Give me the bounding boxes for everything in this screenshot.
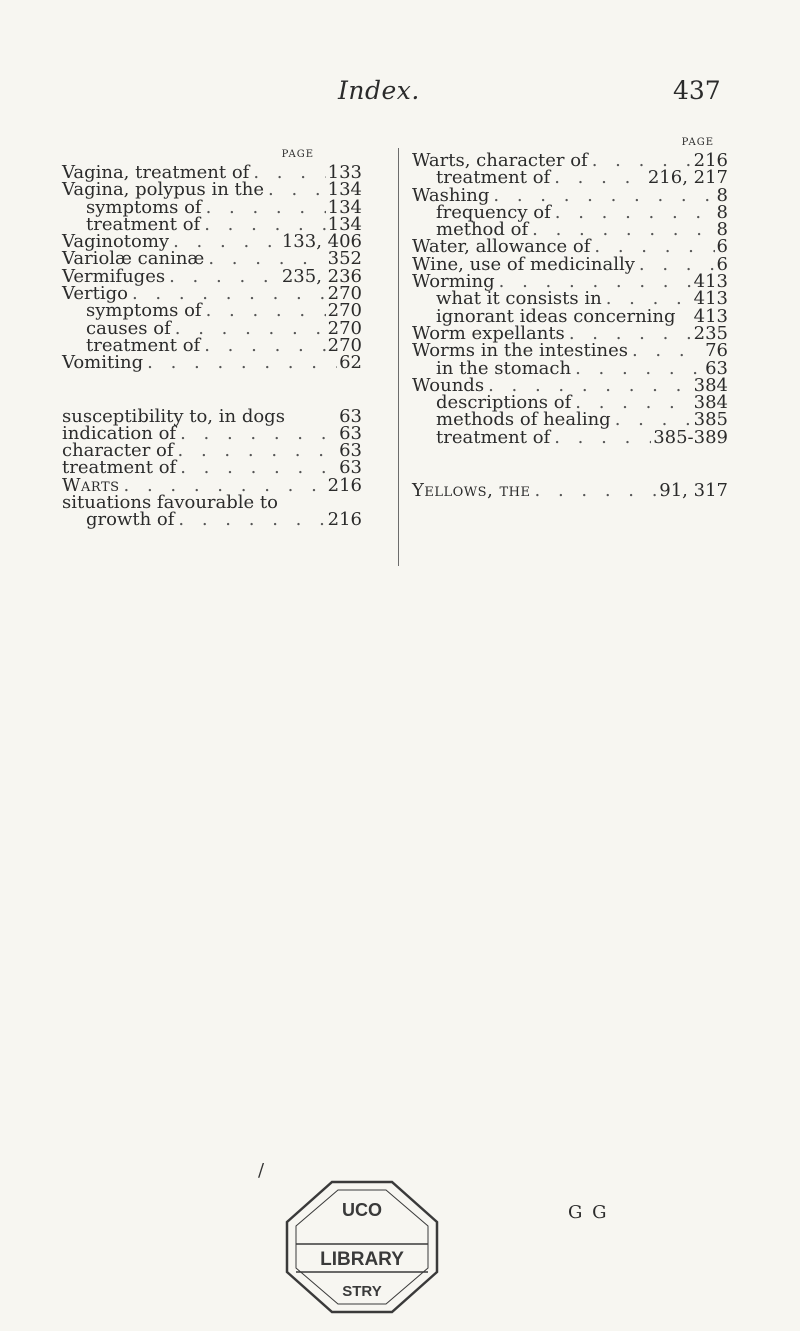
index-subentry: method of . . . 8: [412, 221, 728, 238]
index-column-left: [62, 148, 362, 529]
index-subentry: treatment of . . . 385-389: [412, 429, 728, 446]
index-entry: Warts, character of . . . 216: [412, 152, 728, 169]
index-entry: Worm expellants . . . 235: [412, 325, 728, 342]
library-stamp: [262, 1172, 462, 1322]
page-column-label: PAGE: [681, 137, 714, 148]
index-entry: Yellows, the . . . 91, 317: [412, 482, 728, 499]
index-entry: Worming . . . 413: [412, 273, 728, 290]
column-divider: [398, 148, 399, 566]
stamp-seal-icon: [262, 1172, 462, 1322]
stray-mark: /: [258, 1160, 265, 1181]
index-subentry: character of . . . 63: [62, 442, 362, 459]
index-subentry: causes of . . . 270: [62, 320, 362, 337]
signature-mark: G G: [568, 1202, 609, 1223]
index-subentry: symptoms of . . . 134: [62, 199, 362, 216]
index-entry: Worms in the intestines . . . 76: [412, 342, 728, 359]
index-column-right: [412, 136, 728, 502]
index-subentry: treatment of . . . 270: [62, 337, 362, 354]
index-subentry: what it consists in . . . 413: [412, 290, 728, 307]
index-subentry: treatment of . . . 63: [62, 459, 362, 476]
index-entry: Vermifuges . . . 235, 236: [62, 268, 362, 285]
index-entry: Wounds . . . 384: [412, 377, 728, 394]
index-subentry: treatment of . . . 216, 217: [412, 169, 728, 186]
index-subentry: frequency of . . . 8: [412, 204, 728, 221]
index-entry: Washing . . . 8: [412, 187, 728, 204]
index-subentry: in the stomach . . . 63: [412, 360, 728, 377]
index-subentry: situations favourable to: [62, 492, 278, 514]
index-subentry: treatment of . . . 134: [62, 216, 362, 233]
svg-text:LIBRARY: LIBRARY: [320, 1249, 404, 1270]
index-subentry: methods of healing . . . 385: [412, 411, 728, 428]
index-entry: Vagina, polypus in the . . . 134: [62, 181, 362, 198]
index-subentry: growth of . . . 216: [62, 511, 362, 528]
page-number: 437: [673, 76, 721, 105]
index-subentry: descriptions of . . . 384: [412, 394, 728, 411]
index-entry: Water, allowance of . . . 6: [412, 238, 728, 255]
index-entry: Vomiting . . . 62: [62, 354, 362, 371]
index-subentry: symptoms of . . . 270: [62, 302, 362, 319]
running-head-title: Index.: [338, 76, 420, 105]
index-entry: Vagina, treatment of . . . 133: [62, 164, 362, 181]
index-subentry: ignorant ideas concerning 413: [436, 305, 728, 327]
index-subentry: susceptibility to, in dogs 63: [62, 405, 362, 427]
index-entry: Warts . . . 216: [62, 477, 362, 494]
svg-text:UCO: UCO: [342, 1200, 382, 1220]
index-entry: Vaginotomy . . . 133, 406: [62, 233, 362, 250]
index-subentry: indication of . . . 63: [62, 425, 362, 442]
index-entry: Variolæ caninæ . . . 352: [62, 250, 362, 267]
page-column-label: PAGE: [281, 149, 314, 160]
svg-text:STRY: STRY: [342, 1283, 382, 1300]
index-entry: Wine, use of medicinally . . . 6: [412, 256, 728, 273]
index-entry: Vertigo . . . 270: [62, 285, 362, 302]
